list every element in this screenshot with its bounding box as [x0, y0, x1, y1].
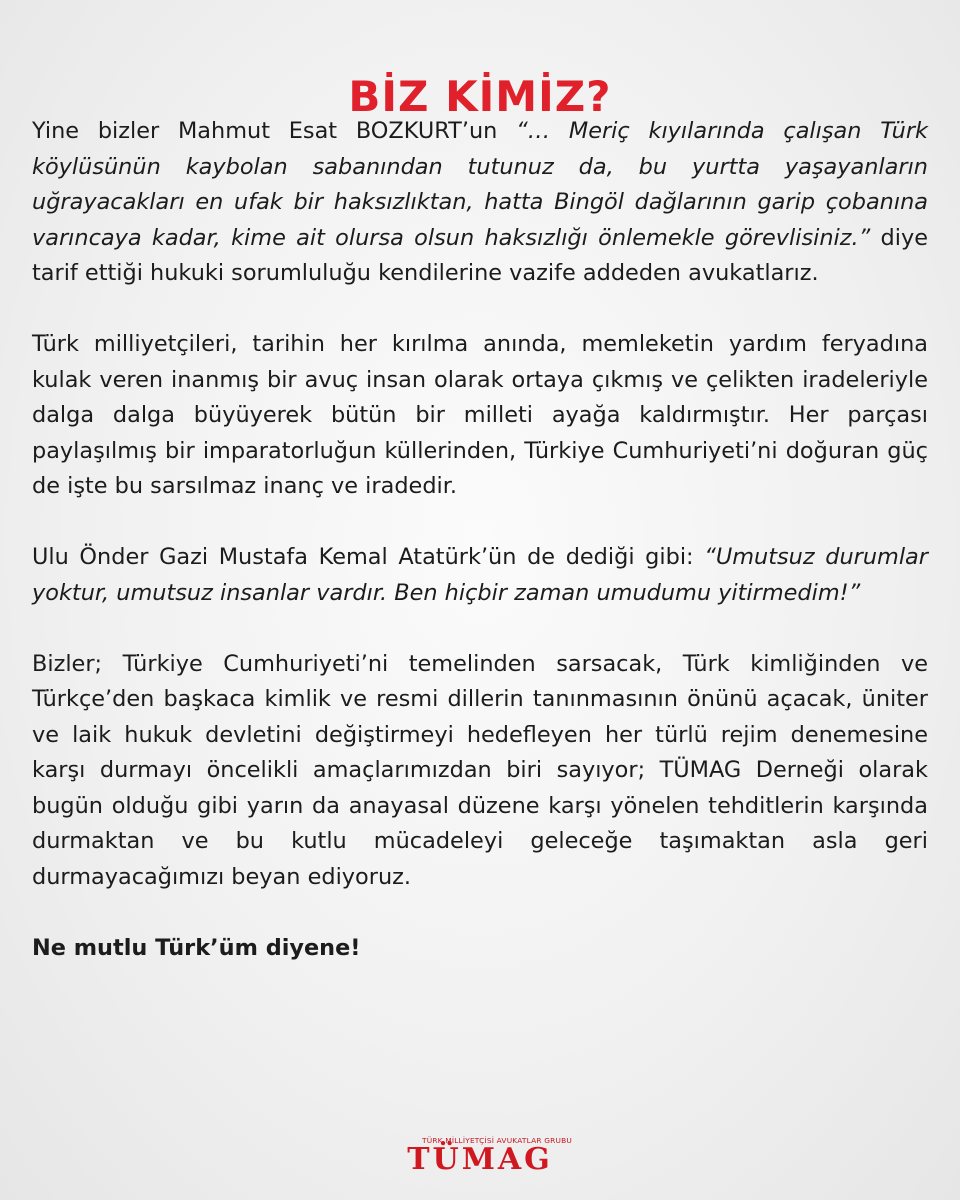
statement-body — [32, 114, 928, 966]
logo-wordmark: TÜMAG — [407, 1142, 553, 1177]
tumag-logo — [392, 1136, 572, 1177]
paragraph-1 — [32, 114, 928, 292]
ataturk-quote: “Umutsuz durumlar yoktur, umutsuz insanlar vardır. Ben hiçbir zaman umudumu yitirmedim!” — [32, 544, 928, 606]
paragraph-2: Türk milliyetçileri, tarihin her kırılma anında, memleketin yardım feryadına kulak veren inanmış bir avuç insan olarak ortaya çıkmış ve çelikten iradeleriyle dalga dalga büyüyerek bütün bir milleti ayağa kaldırmıştır. Her parçası paylaşılmış bir imparatorluğun küllerinden, Türkiye Cumhuriyeti’ni doğuran güç de işte bu sarsılmaz inanç ve iradedir. — [32, 331, 928, 499]
bozkurt-quote: “… Meriç kıyılarında çalışan Türk köylüsünün kaybolan sabanından tutunuz da, bu yurtta yaşayanların uğrayacakları en ufak bir haksızlıktan, hatta Bingöl dağlarının garip çobanına varıncaya kadar, kime ait olursa olsun haksızlığı önlemekle görevlisiniz.” — [32, 118, 929, 251]
logo-subtitle: TÜRK MİLLİYETÇİSİ AVUKATLAR GRUBU — [422, 1136, 572, 1145]
page-title: BİZ KİMİZ? — [348, 72, 612, 122]
closing-slogan: Ne mutlu Türk’üm diyene! — [32, 934, 361, 961]
paragraph-3-intro: Ulu Önder Gazi Mustafa Kemal Atatürk’ün de dediği gibi: — [32, 544, 705, 570]
paragraph-3 — [32, 540, 928, 611]
paragraph-1-intro: Yine bizler Mahmut Esat BOZKURT’un — [32, 118, 517, 144]
paragraph-1-end: diye tarif ettiği hukuki sorumluluğu kendilerine vazife addeden avukatlarız. — [32, 224, 929, 286]
paragraph-4: Bizler; Türkiye Cumhuriyeti’ni temelinden sarsacak, Türk kimliğinden ve Türkçe’den başkaca kimlik ve resmi dillerin tanınmasının önünü açacak, üniter ve laik hukuk devletini değiştirmeyi hedefleyen her türlü rejim denemesine karşı durmayı öncelikli amaçlarımızdan biri sayıyor; TÜMAG Derneği olarak bugün olduğu gibi yarın da anayasal düzene karşı yönelen tehditlerin karşında durmaktan ve bu kutlu mücadeleyi geleceğe taşımaktan asla geri durmayacağımızı beyan ediyoruz. — [32, 650, 928, 890]
